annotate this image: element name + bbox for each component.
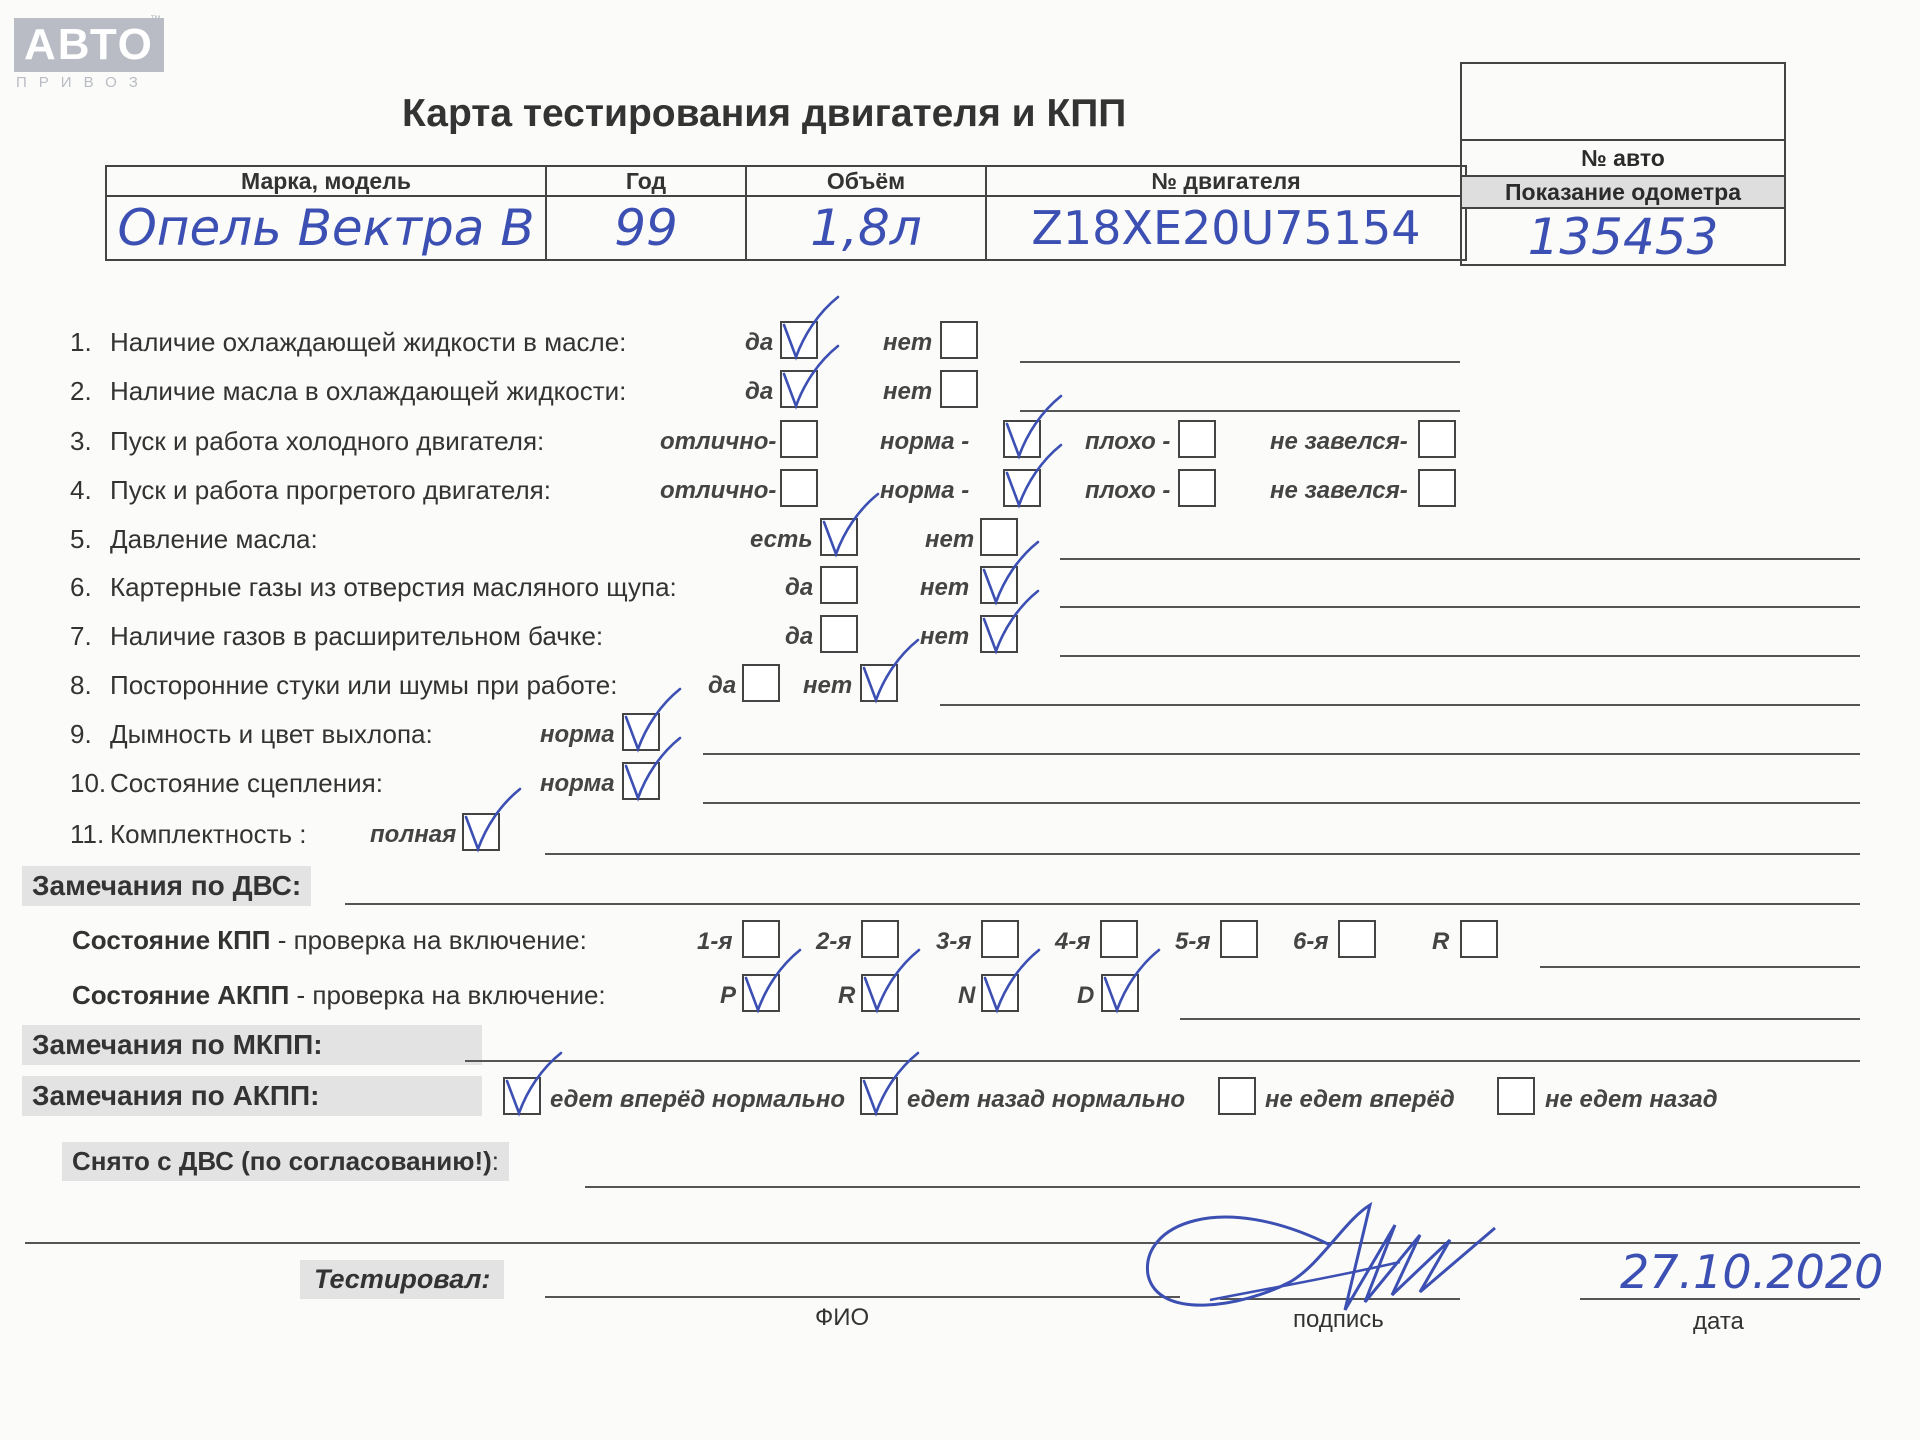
question-number: 8. bbox=[70, 670, 92, 700]
question-number: 9. bbox=[70, 719, 92, 749]
checkbox-7-2[interactable] bbox=[980, 615, 1018, 653]
auto-odometer-box bbox=[1460, 62, 1786, 266]
checkbox-3-2[interactable] bbox=[1003, 420, 1041, 458]
logo-sub: ПРИВОЗ bbox=[16, 74, 150, 91]
checkbox-5-2[interactable] bbox=[980, 518, 1018, 556]
removed-label-rest: : bbox=[491, 1146, 499, 1176]
option-label: отлично- bbox=[660, 428, 777, 455]
question-text: Наличие охлаждающей жидкости в масле: bbox=[110, 327, 627, 357]
question-text: Пуск и работа холодного двигателя: bbox=[110, 426, 545, 456]
checkbox-5-1[interactable] bbox=[820, 518, 858, 556]
option-label: да bbox=[785, 623, 814, 650]
option-label: нет bbox=[925, 526, 975, 553]
akpp-remark-label: едет назад нормально bbox=[907, 1086, 1186, 1113]
akpp-gear-label: P bbox=[720, 982, 737, 1009]
page-title: Карта тестирования двигателя и КПП bbox=[402, 92, 1127, 135]
question-text: Картерные газы из отверстия масляного щупа: bbox=[110, 572, 677, 602]
option-label: плохо - bbox=[1085, 428, 1171, 455]
remarks-mkpp-line bbox=[465, 1060, 1860, 1062]
checkbox-2-2[interactable] bbox=[940, 370, 978, 408]
akpp-gear-checkbox-1[interactable] bbox=[742, 974, 780, 1012]
kpp-gear-label: 1-я bbox=[697, 928, 733, 955]
option-label: нет bbox=[803, 672, 853, 699]
col-header-year: Год bbox=[546, 166, 746, 196]
option-label: есть bbox=[750, 526, 813, 553]
remarks-mkpp-label: Замечания по МКПП: bbox=[22, 1025, 482, 1065]
checkbox-3-3[interactable] bbox=[1178, 420, 1216, 458]
akpp-gear-checkbox-2[interactable] bbox=[861, 974, 899, 1012]
logo-main: АВТО bbox=[14, 18, 164, 72]
akpp-gear-label: D bbox=[1077, 982, 1095, 1009]
checkbox-7-1[interactable] bbox=[820, 615, 858, 653]
akpp-remark-checkbox-4[interactable] bbox=[1497, 1077, 1535, 1115]
question-number: 6. bbox=[70, 572, 92, 602]
kpp-gear-checkbox-3[interactable] bbox=[981, 920, 1019, 958]
tested-by-label: Тестировал: bbox=[300, 1260, 504, 1299]
auto-number-label: № авто bbox=[1462, 141, 1784, 177]
removed-label-bold: Снято с ДВС (по согласованию!) bbox=[72, 1146, 492, 1176]
question-text: Состояние сцепления: bbox=[110, 768, 383, 798]
question-number: 10. bbox=[70, 768, 107, 798]
checkbox-6-1[interactable] bbox=[820, 566, 858, 604]
option-label: отлично- bbox=[660, 477, 777, 504]
checkbox-4-3[interactable] bbox=[1178, 469, 1216, 507]
checkbox-1-1[interactable] bbox=[780, 321, 818, 359]
answer-line bbox=[940, 704, 1860, 706]
akpp-label bbox=[72, 980, 606, 1011]
date-caption: дата bbox=[1693, 1308, 1744, 1335]
option-label: полная bbox=[370, 821, 457, 848]
kpp-gear-checkbox-6[interactable] bbox=[1338, 920, 1376, 958]
kpp-gear-label: 4-я bbox=[1055, 928, 1091, 955]
option-label: да bbox=[785, 574, 814, 601]
question-number: 4. bbox=[70, 475, 92, 505]
value-make-model: Опель Вектра В bbox=[106, 196, 546, 260]
akpp-gear-label: N bbox=[958, 982, 976, 1009]
question-text: Давление масла: bbox=[110, 524, 318, 554]
checkbox-8-1[interactable] bbox=[742, 664, 780, 702]
kpp-gear-checkbox-7[interactable] bbox=[1460, 920, 1498, 958]
kpp-label bbox=[72, 925, 587, 956]
col-header-engine-no: № двигателя bbox=[986, 166, 1466, 196]
akpp-label-bold: Состояние АКПП bbox=[72, 980, 290, 1010]
question-number: 11. bbox=[70, 819, 105, 849]
kpp-gear-checkbox-2[interactable] bbox=[861, 920, 899, 958]
question-text: Наличие газов в расширительном бачке: bbox=[110, 621, 604, 651]
signature-caption: подпись bbox=[1293, 1306, 1384, 1333]
kpp-line bbox=[1540, 966, 1860, 968]
akpp-remark-checkbox-3[interactable] bbox=[1218, 1077, 1256, 1115]
odometer-value: 135453 bbox=[1527, 208, 1719, 266]
checkbox-10-1[interactable] bbox=[622, 762, 660, 800]
question-number: 5. bbox=[70, 524, 92, 554]
kpp-gear-label: 5-я bbox=[1175, 928, 1211, 955]
checkbox-9-1[interactable] bbox=[622, 713, 660, 751]
checkbox-4-2[interactable] bbox=[1003, 469, 1041, 507]
question-number: 1. bbox=[70, 327, 92, 357]
option-label: норма - bbox=[880, 477, 970, 504]
odometer-label: Показание одометра bbox=[1462, 177, 1784, 209]
date-value: 27.10.2020 bbox=[1620, 1245, 1884, 1299]
option-label: нет bbox=[920, 623, 970, 650]
question-text: Дымность и цвет выхлопа: bbox=[110, 719, 433, 749]
answer-line bbox=[703, 753, 1860, 755]
question-text: Посторонние стуки или шумы при работе: bbox=[110, 670, 618, 700]
answer-line bbox=[1060, 606, 1860, 608]
answer-line bbox=[1060, 558, 1860, 560]
akpp-remark-label: едет вперёд нормально bbox=[550, 1086, 846, 1113]
checkbox-6-2[interactable] bbox=[980, 566, 1018, 604]
option-label: да bbox=[745, 329, 774, 356]
akpp-remark-checkbox-2[interactable] bbox=[860, 1077, 898, 1115]
kpp-gear-label: 2-я bbox=[816, 928, 852, 955]
remarks-engine-label: Замечания по ДВС: bbox=[22, 866, 311, 906]
answer-line bbox=[1020, 410, 1460, 412]
option-label: да bbox=[745, 378, 774, 405]
option-label: нет bbox=[883, 329, 933, 356]
kpp-gear-checkbox-5[interactable] bbox=[1220, 920, 1258, 958]
akpp-remark-checkbox-1[interactable] bbox=[503, 1077, 541, 1115]
removed-line-2 bbox=[25, 1242, 1860, 1244]
akpp-gear-checkbox-4[interactable] bbox=[1101, 974, 1139, 1012]
value-volume: 1,8л bbox=[746, 196, 986, 260]
akpp-gear-label: R bbox=[838, 982, 856, 1009]
vehicle-info-table bbox=[105, 165, 1467, 261]
answer-line bbox=[545, 853, 1860, 855]
option-label: не завелся- bbox=[1270, 428, 1408, 455]
removed-line bbox=[585, 1186, 1860, 1188]
checkbox-4-4[interactable] bbox=[1418, 469, 1456, 507]
option-label: норма bbox=[540, 721, 615, 748]
kpp-gear-label: 6-я bbox=[1293, 928, 1329, 955]
akpp-line bbox=[1180, 1018, 1860, 1020]
checkbox-1-2[interactable] bbox=[940, 321, 978, 359]
option-label: нет bbox=[920, 574, 970, 601]
checkbox-11-1[interactable] bbox=[462, 813, 500, 851]
checkbox-8-2[interactable] bbox=[860, 664, 898, 702]
logo bbox=[14, 18, 164, 91]
checkbox-2-1[interactable] bbox=[780, 370, 818, 408]
fio-caption: ФИО bbox=[815, 1304, 870, 1331]
option-label: норма bbox=[540, 770, 615, 797]
kpp-gear-checkbox-1[interactable] bbox=[742, 920, 780, 958]
remarks-akpp-label: Замечания по АКПП: bbox=[22, 1076, 482, 1116]
signature-line bbox=[1220, 1298, 1460, 1300]
option-label: нет bbox=[883, 378, 933, 405]
kpp-label-rest: - проверка на включение: bbox=[270, 925, 587, 955]
answer-line bbox=[1060, 655, 1860, 657]
option-label: плохо - bbox=[1085, 477, 1171, 504]
option-label: норма - bbox=[880, 428, 970, 455]
option-label: не завелся- bbox=[1270, 477, 1408, 504]
col-header-make-model: Марка, модель bbox=[106, 166, 546, 196]
kpp-gear-label: R bbox=[1432, 928, 1450, 955]
question-number: 2. bbox=[70, 376, 92, 406]
col-header-volume: Объём bbox=[746, 166, 986, 196]
value-year: 99 bbox=[546, 196, 746, 260]
checkbox-3-1[interactable] bbox=[780, 420, 818, 458]
remarks-engine-line bbox=[345, 903, 1860, 905]
akpp-remark-label: не едет вперёд bbox=[1265, 1086, 1455, 1113]
kpp-label-bold: Состояние КПП bbox=[72, 925, 271, 955]
checkbox-3-4[interactable] bbox=[1418, 420, 1456, 458]
auto-number-field bbox=[1462, 64, 1784, 141]
akpp-label-rest: - проверка на включение: bbox=[289, 980, 606, 1010]
value-engine-no: Z18XE20U75154 bbox=[986, 196, 1466, 260]
logo-tm: ™ bbox=[150, 14, 161, 26]
akpp-gear-checkbox-3[interactable] bbox=[981, 974, 1019, 1012]
question-number: 7. bbox=[70, 621, 92, 651]
removed-label bbox=[62, 1142, 509, 1181]
option-label: да bbox=[708, 672, 737, 699]
answer-line bbox=[1020, 361, 1460, 363]
akpp-remark-label: не едет назад bbox=[1545, 1086, 1718, 1113]
question-text: Пуск и работа прогретого двигателя: bbox=[110, 475, 551, 505]
question-text: Наличие масла в охлаждающей жидкости: bbox=[110, 376, 627, 406]
question-number: 3. bbox=[70, 426, 92, 456]
checkbox-4-1[interactable] bbox=[780, 469, 818, 507]
kpp-gear-label: 3-я bbox=[936, 928, 972, 955]
kpp-gear-checkbox-4[interactable] bbox=[1100, 920, 1138, 958]
question-text: Комплектность : bbox=[110, 819, 307, 849]
fio-line bbox=[545, 1296, 1180, 1298]
answer-line bbox=[703, 802, 1860, 804]
